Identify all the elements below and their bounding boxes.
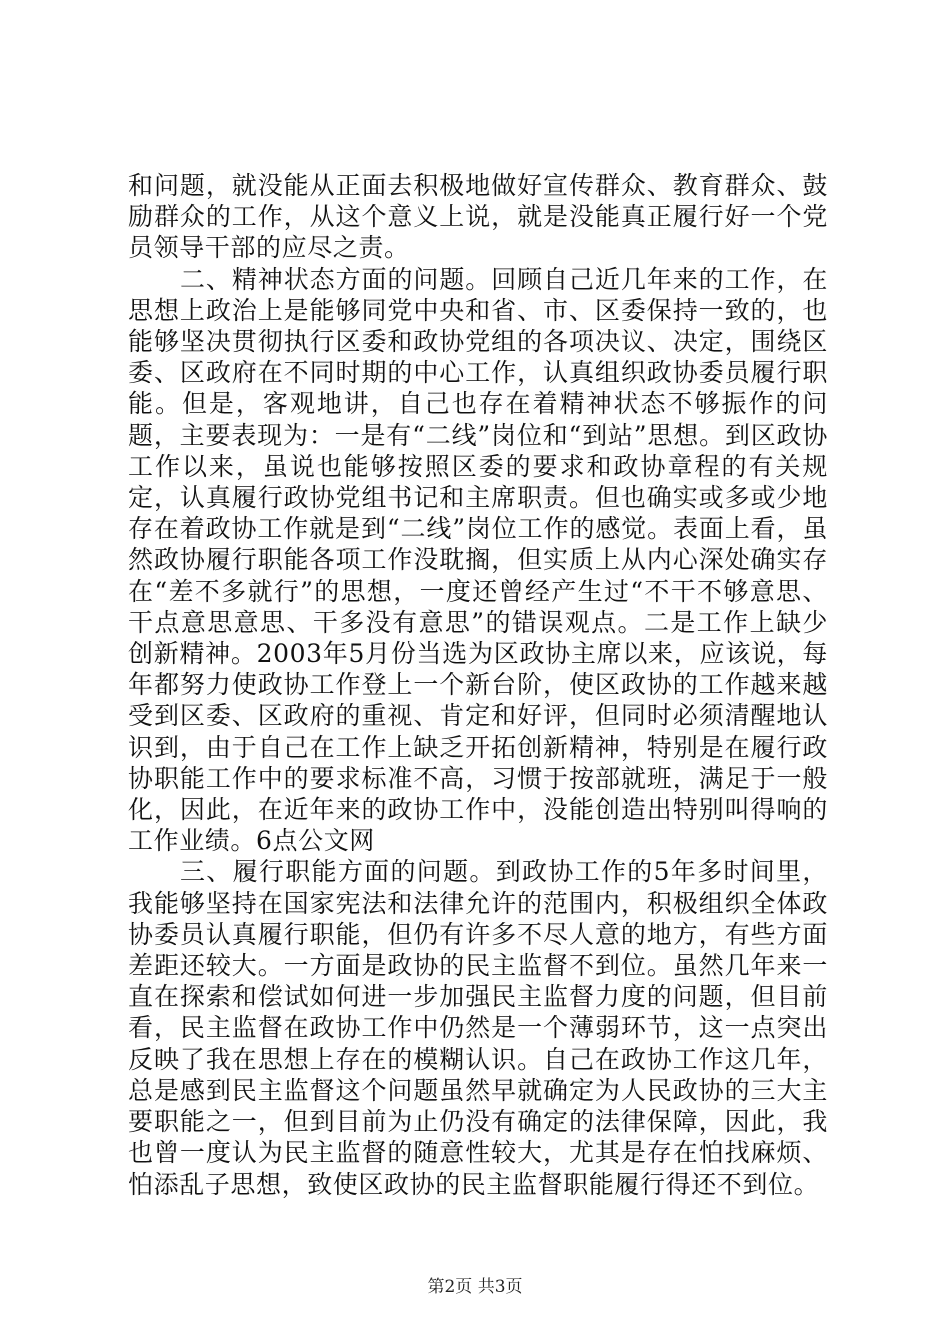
paragraph-1: 和问题，就没能从正面去积极地做好宣传群众、教育群众、鼓励群众的工作，从这个意义上说，就是没能真正履行好一个党员领导干部的应尽之责。: [128, 171, 828, 263]
paragraph-2: 二、精神状态方面的问题。回顾自己近几年来的工作，在思想上政治上是能够同党中央和省、市、区委保持一致的，也能够坚决贯彻执行区委和政协党组的各项决议、决定，围绕区委、区政府在不同时期的中心工作，认真组织政协委员履行职能。但是，客观地讲，自己也存在着精神状态不够振作的问题，主要表现为：一是有“二线”岗位和“到站”思想。到区政协工作以来，虽说也能够按照区委的要求和政协章程的有关规定，认真履行政协党组书记和主席职责。但也确实或多或少地存在着政协工作就是到“二线”岗位工作的感觉。表面上看，虽然政协履行职能各项工作没耽搁，但实质上从内心深处确实存在“差不多就行”的思想，一度还曾经产生过“不干不够意思、干点意思意思、干多没有意思”的错误观点。二是工作上缺少创新精神。2003年5月份当选为区政协主席以来，应该说，每年都努力使政协工作登上一个新台阶，使区政协的工作越来越受到区委、区政府的重视、肯定和好评，但同时必须清醒地认识到，由于自己在工作上缺乏开拓创新精神，特别是在履行政协职能工作中的要求标准不高，习惯于按部就班，满足于一般化，因此，在近年来的政协工作中，没能创造出特别叫得响的工作业绩。6点公文网: [128, 264, 828, 856]
paragraph-3: 三、履行职能方面的问题。到政协工作的5年多时间里，我能够坚持在国家宪法和法律允许的范围内，积极组织全体政协委员认真履行职能，但仍有许多不尽人意的地方，有些方面差距还较大。一方面是政协的民主监督不到位。虽然几年来一直在探索和偿试如何进一步加强民主监督力度的问题，但目前看，民主监督在政协工作中仍然是一个薄弱环节，这一点突出反映了我在思想上存在的模糊认识。自己在政协工作这几年，总是感到民主监督这个问题虽然早就确定为人民政协的三大主要职能之一，但到目前为止仍没有确定的法律保障，因此，我也曾一度认为民主监督的随意性较大，尤其是存在怕找麻烦、怕添乱子思想，致使区政协的民主监督职能履行得还不到位。: [128, 857, 828, 1199]
page-number-footer: 第2页 共3页: [427, 1277, 523, 1297]
document-body: [128, 170, 828, 1200]
